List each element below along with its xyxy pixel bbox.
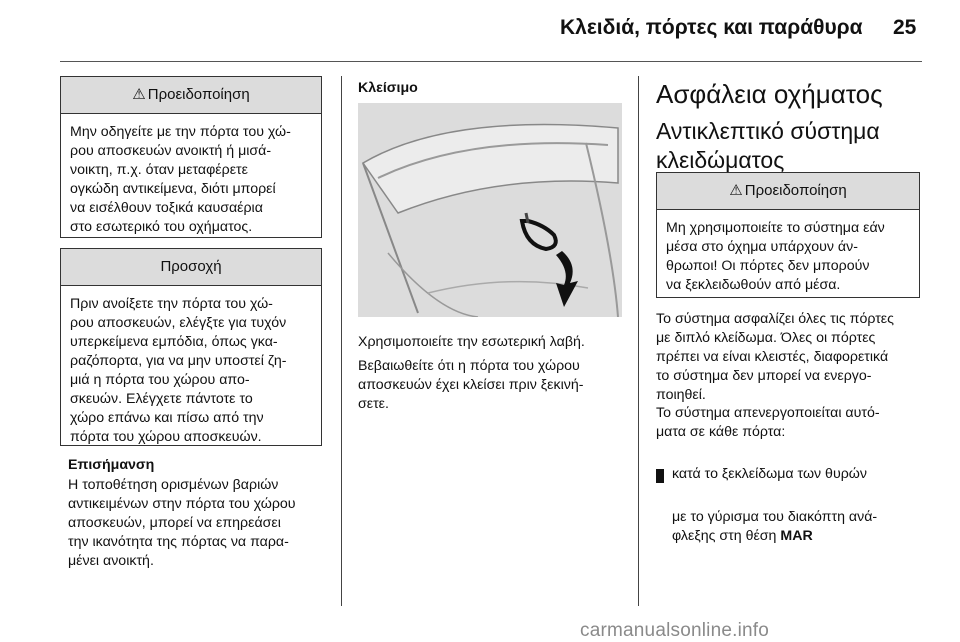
list-item	[656, 470, 926, 565]
bullet-square-icon	[656, 475, 664, 483]
caution-box-text: Πριν ανοίξετε την πόρτα του χώ- ρου αποσκευών, ελέγξτε για τυχόν υπερκείμενα εμπόδια, όπως γκα- ραζόπορτα, για να μην υποστεί ζη- μιά η πόρτα του χώρου απο- σκευών. Ελέγχετε πάντοτε το χώρο επάνω και πίσω από την πόρτα του χώρου αποσκευών.	[70, 296, 287, 445]
list-item-text-block	[672, 508, 926, 546]
warning-box-title: Προειδοποίηση	[147, 86, 250, 103]
caution-box-header: Προσοχή	[61, 249, 321, 286]
deactivation-intro: Το σύστημα απενεργοποιείται αυτό- ματα σε κάθε πόρτα:	[656, 405, 880, 440]
warning-box-header	[657, 173, 919, 210]
list-item-text: κατά το ξεκλείδωμα των θυρών	[672, 466, 867, 482]
page-header-title: Κλειδιά, πόρτες και παράθυρα	[560, 16, 863, 39]
closing-instruction: Χρησιμοποιείτε την εσωτερική λαβή.	[358, 334, 585, 350]
warning-box-text: Μη χρησιμοποιείτε το σύστημα εάν μέσα στο όχημα υπάρχουν άν- θρωποι! Οι πόρτες δεν μπορούν να ξεκλειδωθούν από μέσα.	[666, 220, 885, 293]
page-number: 25	[893, 16, 917, 39]
warning-triangle-icon: ⚠	[132, 86, 146, 103]
closing-check-text: Βεβαιωθείτε ότι η πόρτα του χώρου αποσκευών έχει κλείσει πριν ξεκινή- σετε.	[358, 358, 584, 412]
caution-box	[60, 248, 322, 446]
section-title: Ασφάλεια οχήματος	[656, 79, 883, 109]
note-text: Η τοποθέτηση ορισμένων βαριών αντικειμένων στην πόρτα του χώρου αποσκευών, μπορεί να επηρεάσει την ικανότητα της πόρτας να παρα- μένει ανοικτή.	[68, 477, 296, 569]
warning-box-title: Προειδοποίηση	[744, 182, 847, 199]
header-rule	[60, 61, 922, 62]
warning-box-left	[60, 76, 322, 238]
column-divider-left	[341, 76, 342, 606]
warning-triangle-icon: ⚠	[729, 182, 743, 199]
list-item-text: με το γύρισμα του διακόπτη ανά- φλεξης στη θέση	[672, 509, 878, 544]
column-divider-right	[638, 76, 639, 606]
closing-heading: Κλείσιμο	[358, 80, 418, 96]
note-heading: Επισήμανση	[68, 457, 155, 473]
tailgate-handle-illustration	[358, 103, 622, 317]
warning-box-header	[61, 77, 321, 114]
ignition-position-label: MAR	[780, 528, 813, 544]
locking-description: Το σύστημα ασφαλίζει όλες τις πόρτες με διπλό κλείδωμα. Όλες οι πόρτες πρέπει να είναι κλειστές, διαφορετικά το σύστημα δεν μπορεί να ενεργο- ποιηθεί.	[656, 311, 894, 403]
subsection-title: Αντικλεπτικό σύστημα κλειδώματος	[656, 118, 880, 173]
watermark: carmanualsonline.info	[580, 620, 770, 641]
warning-box-text: Μην οδηγείτε με την πόρτα του χώ- ρου αποσκευών ανοικτή ή μισά- νοικτη, π.χ. όταν μεταφέρετε ογκώδη αντικείμενα, διότι μπορεί να εισέλθουν τοξικά καυσαέρια στο εσωτερικό του οχήματος.	[70, 124, 291, 235]
warning-box-right	[656, 172, 920, 298]
